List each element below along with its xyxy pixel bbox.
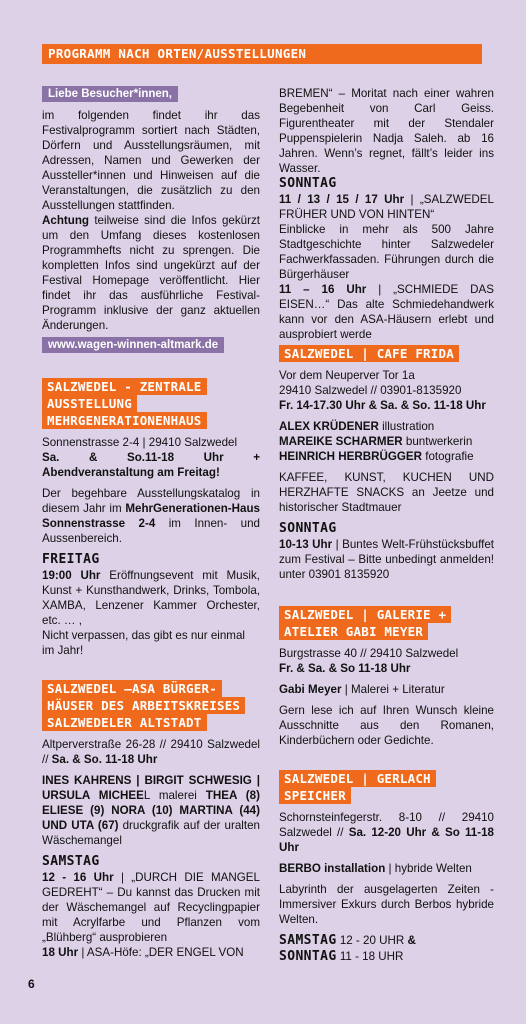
address: 29410 Salzwedel // 03901-8135920 [279,384,462,397]
opening-hours: Fr. & Sa. & So 11-18 Uhr [279,662,411,675]
intro-note-text: teilweise sind die Infos gekürzt um den Umfang dieses kostenlosen Programmhefts nicht zu sprengen. Die kompletten Infos sind ungekürzt auf der Festival Homepage veröffentlicht. Hier findet ihr das ausführliche Festival-Programm inklusive der ganz aktuellen Änderungen. [42,214,260,332]
intro-text: im folgenden findet ihr das Festivalprogramm sortiert nach Städten, Dörfern und Ausstellungsräumen, mit Adressen, Namen und Gewerken der Aussteller*innen und Hinweisen auf die Veranstaltungen, die zusätzlich zu den Ausstellungen stattfinden. [42,109,260,212]
section-zentrale [42,378,260,658]
page-number: 6 [28,977,35,991]
address: Burgstrasse 40 // 29410 Salzwedel [279,647,459,660]
opening-hours: Fr. 14-17.30 Uhr & Sa. & So. 11-18 Uhr [279,399,486,412]
address: Schornsteinfegerstr. 8-10 // 29410 Salzwedel // Sa. 12-20 Uhr & So 11-18 Uhr [279,811,495,854]
title-line: SALZWEDELER ALTSTADT [42,714,207,731]
artist: ALEX KRÜDENER illustration [279,420,435,433]
day-heading: FREITAG [42,552,100,567]
section-asa-continued [279,86,494,342]
address: Altperverstraße 26-28 // 29410 Salzwedel // Sa. & So. 11-18 Uhr [42,738,260,766]
artist: Gabi Meyer | Malerei + Literatur [279,683,445,696]
artist: HEINRICH HERBRÜGGER fotografie [279,450,474,463]
section-asa [42,680,260,960]
description: Gern lese ich auf Ihren Wunsch kleine Ausschnitte aus den Romanen, Kinderbüchern oder Gedichte. [279,704,494,747]
opening-hours: Sa. & So.11-18 Uhr + Abendveranstaltung am Freitag! [42,451,260,479]
address: Vor dem Neuperver Tor 1a [279,369,415,382]
title-line: HÄUSER DES ARBEITSKREISES [42,697,245,714]
event: 12 - 16 Uhr | „DURCH DIE MANGEL GEDREHT“ – Du kannst das Drucken mit der Wäschemangel auf Recyclingpapier mit Acrylfarbe und Pflanzen vom „Blühberg“ ausprobieren [42,871,260,944]
greeting-badge: Liebe Besucher*innen, [42,86,178,102]
section-gerlach [279,770,494,965]
day-heading: SONNTAG [279,176,337,191]
event: 11 – 16 Uhr | „SCHMIEDE DAS EISEN…“ Das alte Schmiedehandwerk kann vor den ASA-Häusern erlebt und ausprobiert werde [279,283,494,341]
address: Sonnenstrasse 2-4 | 29410 Salzwedel [42,436,238,449]
section-asa-title [42,680,260,731]
section-gerlach-title [279,770,494,804]
day-heading: SONNTAG [279,949,337,964]
event: 18 Uhr | ASA-Höfe: „DER ENGEL VON [42,946,244,959]
intro-note [42,213,260,333]
title-line: SALZWEDEL | GALERIE + [279,606,451,623]
website-link[interactable]: www.wagen-winnen-altmark.de [42,337,224,353]
title-line: MEHRGENERATIONENHAUS [42,412,207,429]
artist: MAREIKE SCHARMER buntwerkerin [279,435,473,448]
description: Labyrinth der ausgelagerten Zeiten - Immersiver Exkurs durch Berbos hybride Welten. [279,883,494,926]
section-galerie-title [279,606,494,640]
section-frida [279,345,494,582]
event: 11 / 13 / 15 / 17 Uhr | „SALZWEDEL FRÜHER UND VON HINTEN“ [279,193,494,221]
title-line: SPEICHER [279,787,351,804]
title-line: SALZWEDEL | GERLACH [279,770,436,787]
title-line: SALZWEDEL –ASA BÜRGER- [42,680,222,697]
page-heading: PROGRAMM NACH ORTEN/AUSSTELLUNGEN [42,44,482,64]
artists: INES KAHRENS | BIRGIT SCHWESIG | URSULA MICHEEL malerei THEA (8) ELIESE (9) NORA (10) MARTINA (44) UND UTA (67) druckgrafik auf der uralten Wäschemangel [42,774,260,847]
event: 19:00 Uhr Eröffnungsevent mit Musik, Kunst + Kunsthandwerk, Drinks, Tombola, XAMBA, Lenzener Kammer Orchester, etc. … , [42,569,260,627]
section-galerie [279,606,494,748]
event-days: SAMSTAG 12 - 20 UHR & SONNTAG 11 - 18 UHR [279,933,416,964]
note: Nicht verpassen, das gibt es nur einmal im Jahr! [42,629,245,657]
section-frida-title: SALZWEDEL | CAFE FRIDA [279,345,459,362]
description: KAFFEE, KUNST, KUCHEN UND HERZHAFTE SNACKS an Jeetze und historischer Stadtmauer [279,471,494,514]
title-line: AUSSTELLUNG [42,395,137,412]
intro-note-label: Achtung [42,214,90,227]
day-heading: SAMSTAG [42,854,100,869]
title-line: ATELIER GABI MEYER [279,623,428,640]
intro-section [42,86,260,353]
description: Der begehbare Ausstellungskatalog in diesem Jahr im MehrGenerationen-Haus Sonnenstrasse 2-4 im Innen- und Aussenbereich. [42,487,260,545]
title-line: SALZWEDEL - ZENTRALE [42,378,207,395]
event-description: Einblicke in mehr als 500 Jahre Stadtgeschichte hinter Salzwedeler Fachwerkfassaden. Führungen durch die Bürgerhäuser [279,223,494,281]
artist: BERBO installation | hybride Welten [279,862,472,875]
section-zentrale-title [42,378,260,429]
event: 10-13 Uhr | Buntes Welt-Frühstücksbuffet zum Festival – Bitte unbedingt anmelden! unter 03901 8135920 [279,538,494,581]
day-heading: SONNTAG [279,521,337,536]
event-continued: BREMEN“ – Moritat nach einer wahren Begebenheit von Carl Geiss. Figurentheater mit der Stendaler Puppenspielerin Nadja Saleh. ab 16 Jahren. Wenn’s regnet, fällt’s leider ins Wasser. [279,87,494,175]
day-heading: SAMSTAG [279,933,337,948]
